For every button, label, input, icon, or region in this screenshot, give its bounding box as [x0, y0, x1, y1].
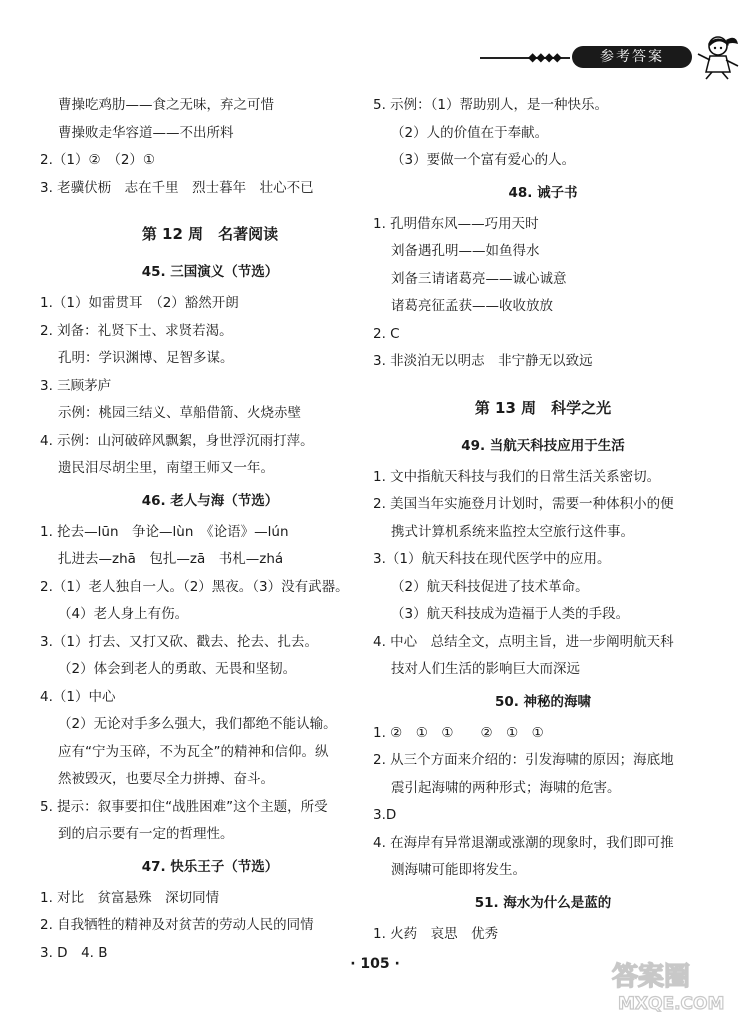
- section-51-title: 51. 海水为什么是蓝的: [474, 894, 612, 911]
- answer-line: 然被毁灭，也要尽全力拼搏、奋斗。: [58, 771, 274, 787]
- header-label: 参考答案: [572, 46, 692, 68]
- answer-line: （2）体会到老人的勇敢、无畏和坚韧。: [58, 661, 297, 677]
- answer-line: 携式计算机系统来监控太空旅行这件事。: [391, 523, 634, 540]
- answer-line: 扎进去—zhā 包扎—zā 书札—zhá: [58, 551, 284, 567]
- answer-line: （2）人的价值在于奉献。: [391, 124, 549, 141]
- answer-line: 2. 自我牺牲的精神及对贫苦的劳动人民的同情: [40, 917, 314, 933]
- answer-line: （2）无论对手多么强大，我们都绝不能认输。: [58, 716, 337, 732]
- girl-mascot-icon: [692, 32, 742, 80]
- section-50-title: 50. 神秘的海啸: [494, 693, 592, 710]
- answer-line: 3.（1）航天科技在现代医学中的应用。: [373, 551, 611, 567]
- answer-line: 刘备遇孔明——如鱼得水: [391, 243, 540, 259]
- answer-line: 测海啸可能即将发生。: [391, 862, 526, 878]
- answer-line: 3. 非淡泊无以明志 非宁静无以致远: [373, 353, 593, 369]
- answer-line: 1. 文中指航天科技与我们的日常生活关系密切。: [373, 468, 661, 485]
- answer-line: 到的启示要有一定的哲理性。: [58, 826, 234, 842]
- section-46-title: 46. 老人与海（节选）: [141, 492, 279, 509]
- header-diamonds: ◆◆◆◆: [528, 50, 561, 64]
- answer-line: 震引起海啸的两种形式；海啸的危害。: [391, 779, 621, 796]
- answer-line: 1. 孔明借东风——巧用天时: [373, 215, 539, 232]
- answer-line: （3）要做一个富有爱心的人。: [391, 152, 576, 168]
- answer-line: 应有“宁为玉碎，不为瓦全”的精神和信仰。纵: [58, 743, 329, 760]
- answer-line: 曹操吃鸡肋——食之无味，弃之可惜: [58, 97, 274, 113]
- answer-line: 1. 抡去—lūn 争论—lùn 《论语》—lún: [40, 523, 289, 540]
- page-number: · 105 ·: [350, 956, 400, 972]
- left-column: [40, 92, 380, 967]
- answer-line: （3）航天科技成为造福于人类的手段。: [391, 606, 630, 622]
- section-45-title: 45. 三国演义（节选）: [141, 264, 279, 280]
- answer-line: 遗民泪尽胡尘里，南望王师又一年。: [58, 460, 274, 476]
- answer-line: 3. 三顾茅庐: [40, 377, 112, 394]
- answer-line: 2.（1）② （2）①: [40, 152, 156, 168]
- answer-line: 1. ② ① ① ② ① ①: [373, 724, 544, 741]
- answer-line: 孔明：学识渊博、足智多谋。: [58, 350, 234, 366]
- watermark-logo: [604, 955, 744, 1015]
- svg-text:答案圈: 答案圈: [612, 962, 691, 992]
- answer-line: 3.（1）打去、又打又砍、戳去、抡去、扎去。: [40, 633, 318, 650]
- answer-line: 2. 美国当年实施登月计划时，需要一种体积小的便: [373, 496, 674, 512]
- answer-line: 诸葛亮征孟获——收收放放: [391, 298, 553, 314]
- answer-line: 2. 从三个方面来介绍的：引发海啸的原因；海底地: [373, 752, 674, 768]
- answer-line: 2.（1）老人独自一人。（2）黑夜。（3）没有武器。: [40, 578, 349, 595]
- answer-line: 5. 示例：（1）帮助别人，是一种快乐。: [373, 97, 609, 113]
- answer-line: 4. 在海岸有异常退潮或涨潮的现象时，我们即可推: [373, 834, 674, 851]
- answer-line: 2. 刘备：礼贤下士、求贤若渴。: [40, 322, 233, 339]
- answer-line: 4. 示例：山河破碎风飘絮，身世浮沉雨打萍。: [40, 432, 314, 449]
- answer-line: 4.（1）中心: [40, 688, 116, 705]
- section-49-title: 49. 当航天科技应用于生活: [461, 437, 625, 454]
- week-13-title: 第 13 周 科学之光: [474, 398, 612, 417]
- answer-line: 技对人们生活的影响巨大而深远: [391, 661, 580, 677]
- answer-line: 5. 提示：叙事要扣住“战胜困难”这个主题，所受: [40, 798, 328, 815]
- header-banner: [480, 38, 750, 82]
- answer-line: 3.D: [373, 807, 397, 823]
- answer-line: （4）老人身上有伤。: [58, 606, 189, 622]
- answer-line: 刘备三请诸葛亮——诚心诚意: [391, 270, 567, 287]
- answer-line: 1. 火药 哀思 优秀: [373, 925, 499, 942]
- answer-line: 3. 老骥伏枥 志在千里 烈士暮年 壮心不已: [40, 179, 314, 196]
- answer-line: 3. D 4. B: [40, 944, 108, 961]
- answer-line: 1.（1）如雷贯耳 （2）豁然开朗: [40, 295, 239, 311]
- right-column: [373, 92, 713, 948]
- section-47-title: 47. 快乐王子（节选）: [141, 858, 279, 875]
- answer-line: 1. 对比 贫富悬殊 深切同情: [40, 889, 220, 906]
- week-12-title: 第 12 周 名著阅读: [141, 225, 279, 243]
- answer-line: 示例：桃园三结义、草船借箭、火烧赤壁: [58, 405, 301, 421]
- section-48-title: 48. 诫子书: [508, 184, 578, 201]
- answer-line: 4. 中心 总结全文，点明主旨，进一步阐明航天科: [373, 633, 674, 650]
- answer-line: 曹操败走华容道——不出所料: [58, 124, 234, 141]
- watermark-logo-icon: [604, 955, 744, 1015]
- answer-line: 2. C: [373, 325, 400, 342]
- svg-text:MXQE.COM: MXQE.COM: [618, 994, 725, 1014]
- answer-line: （2）航天科技促进了技术革命。: [391, 578, 589, 595]
